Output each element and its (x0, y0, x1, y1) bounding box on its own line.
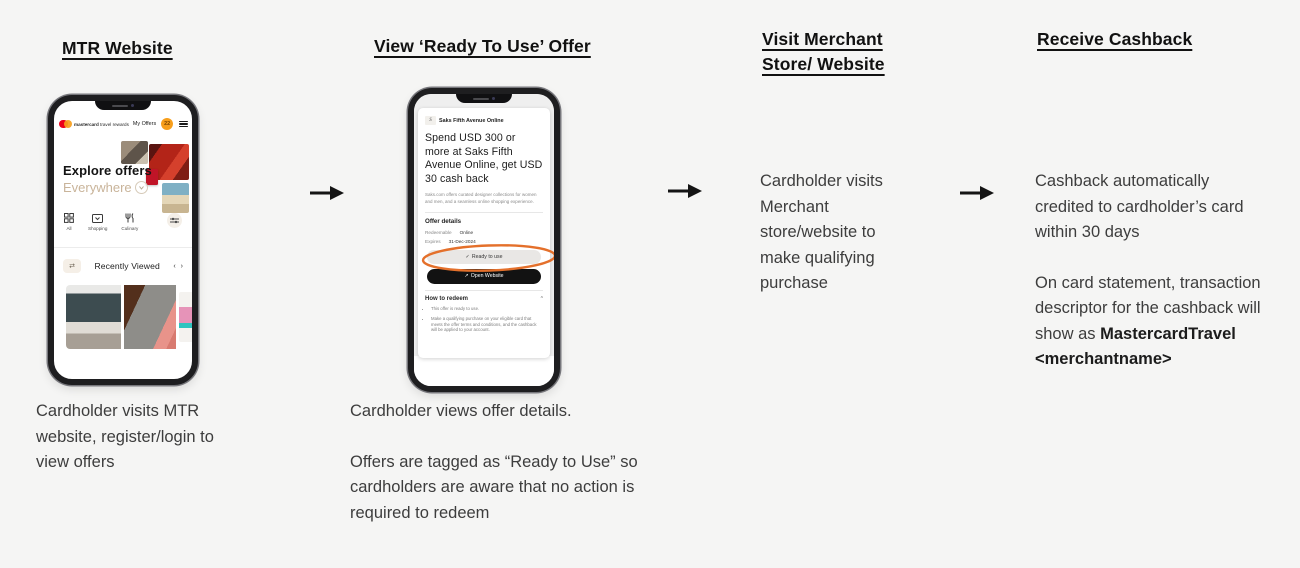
redeemable-row: Redeemable Online (425, 230, 474, 236)
saks-logo-icon: S (425, 116, 436, 125)
phone-mockup-offer (408, 88, 560, 392)
expires-row: Expires 31-Dec-2024 (425, 238, 476, 244)
location-selector[interactable]: Everywhere (63, 180, 148, 195)
phone-mockup-mtr (48, 95, 198, 385)
hero-thumb-image (121, 141, 148, 164)
offer-detail-card (418, 108, 550, 358)
category-tabs (54, 213, 192, 243)
external-link-icon: ↗ (464, 273, 469, 280)
recently-viewed-cards (66, 285, 192, 351)
divider (54, 247, 192, 248)
phone-notch (456, 94, 512, 103)
refresh-icon[interactable]: ⇄ (63, 259, 81, 273)
offer-details-heading: Offer details (425, 218, 462, 226)
merchant-name: Saks Fifth Avenue Online (439, 117, 504, 124)
menu-icon[interactable] (179, 121, 188, 128)
chevron-up-icon: ^ (540, 295, 543, 302)
transaction-descriptor: MastercardTravel <merchantname> (1035, 324, 1236, 368)
redeem-bullet: • Make a qualifying purchase on your eligible card that meets the offer terms and conditions, and the cashback will be applied to your account. (431, 316, 543, 334)
hero-title: Explore offers (63, 163, 152, 178)
step1-title: MTR Website (62, 38, 173, 58)
sliders-icon (170, 217, 179, 224)
category-tab-all[interactable]: All (64, 213, 74, 231)
offer-headline: Spend USD 300 or more at Saks Fifth Avenue Online, get USD 30 cash back (425, 132, 543, 185)
flow-arrow-icon (309, 183, 345, 203)
open-website-button[interactable]: ↗ Open Website (427, 269, 541, 284)
dining-icon (125, 213, 135, 223)
category-tab-culinary[interactable]: Culinary (121, 213, 138, 231)
offer-screen (414, 94, 554, 386)
category-tab-shopping[interactable]: Shopping (88, 213, 107, 231)
offer-description: Saks.com offers curated designer collections for women and men, and a seamless online shopping experience. (425, 192, 537, 204)
hero-beach-image (162, 183, 189, 213)
offer-image-food[interactable] (124, 285, 176, 349)
divider (425, 212, 543, 213)
flow-arrow-icon (667, 181, 703, 201)
offers-count-badge[interactable]: 22 (161, 118, 173, 130)
flow-arrow-icon (959, 183, 995, 203)
shopping-tag-icon (92, 213, 103, 223)
step3-body: Cardholder visits Merchant store/website to make qualifying purchase (760, 172, 883, 292)
brand-wordmark: mastercard travel rewards (74, 121, 129, 127)
step4-title: Receive Cashback (1037, 29, 1193, 49)
grid-icon (64, 213, 74, 223)
mtr-screen (54, 101, 192, 379)
step3-title: Visit Merchant Store/ Website (762, 29, 885, 74)
redeem-bullet: • This offer is ready to use. (431, 306, 543, 312)
check-icon: ✓ (465, 253, 470, 260)
redeem-instructions (425, 306, 543, 334)
offer-image-hotel[interactable] (66, 285, 121, 349)
recently-viewed-bar (63, 257, 183, 275)
mtr-nav-bar (59, 114, 187, 134)
filter-button[interactable] (167, 213, 182, 228)
chevron-right-icon[interactable]: › (180, 262, 183, 270)
step1-caption: Cardholder visits MTR website, register/login to view offers (36, 402, 214, 471)
step2-title: View ‘Ready To Use’ Offer (374, 36, 591, 56)
divider (425, 290, 543, 291)
step4-body: Cashback automatically credited to cardholder’s card within 30 days On card statement, transaction descriptor for the cashback will show as MastercardTravel <merchantname> (1035, 172, 1261, 368)
chevron-down-icon[interactable] (135, 181, 148, 194)
phone-notch (95, 101, 151, 110)
how-to-redeem-toggle[interactable]: How to redeem ^ (425, 295, 543, 302)
recently-viewed-label: Recently Viewed (94, 261, 160, 271)
my-offers-link[interactable]: My Offers (132, 121, 157, 127)
ready-to-use-button[interactable]: ✓ Ready to use (427, 250, 541, 264)
mastercard-logo-icon (59, 120, 72, 129)
chevron-left-icon[interactable]: ‹ (173, 262, 176, 270)
mtr-hero (54, 141, 192, 209)
step2-caption: Cardholder views offer details. Offers are tagged as “Ready to Use” so cardholders are aware that no action is required to redeem (350, 402, 638, 522)
offer-image-partial[interactable] (179, 292, 192, 342)
